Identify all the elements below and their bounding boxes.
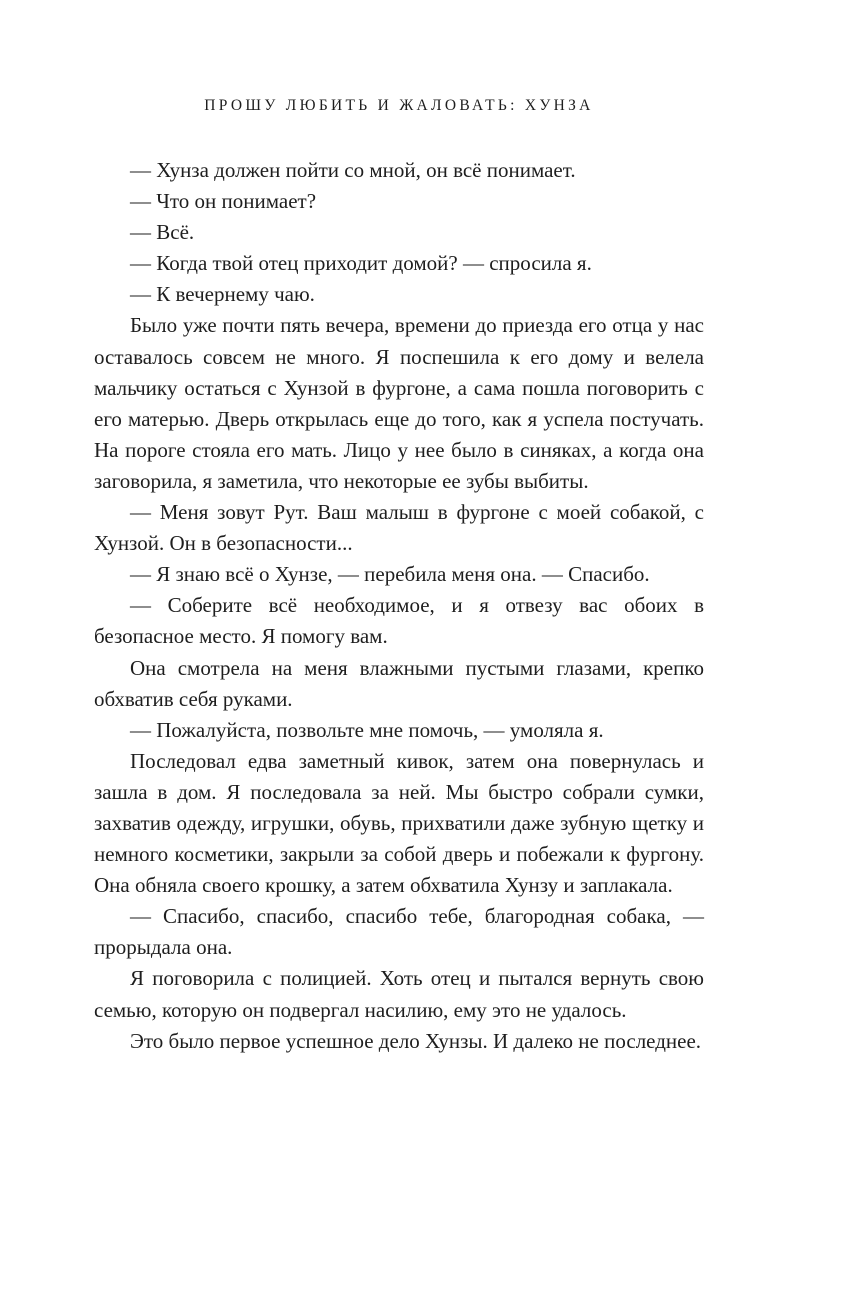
paragraph-10: Она смотрела на меня влажными пустыми глазами, крепко обхватив себя руками. [94, 655, 704, 711]
paragraph-1: — Хунза должен пойти со мной, он всё понимает. [130, 158, 576, 182]
paragraph-14: Я поговорила с полицией. Хоть отец и пытался вернуть свою семью, которую он подвергал насилию, ему это не удалось. [94, 966, 704, 1022]
paragraph-15: Это было первое успешное дело Хунзы. И далеко не последнее. [130, 1028, 702, 1053]
paragraph-7: — Меня зовут Рут. Ваш малыш в фургоне с моей собакой, с Хунзой. Он в безопасности... [94, 500, 704, 556]
paragraph-12: Последовал едва заметный кивок, затем она повернулась и зашла в дом. Я последовала за ней. Мы быстро собрали сумки, захватив одежду, игрушки, обувь, прихватили даже зубную щетку и немного косметики, закрыли за собой дверь и побежали к фургону. Она обняла своего крошку, а затем обхватила Хунзу и заплакала. [94, 748, 704, 898]
paragraph-6: Было уже почти пять вечера, времени до приезда его отца у нас оставалось совсем не много. Я поспешила к его дому и велела мальчику остаться с Хунзой в фургоне, а сама пошла поговорить с его матерью. Дверь открылась еще до того, как я успела постучать. На пороге стояла его мать. Лицо у нее было в синяках, а когда она заговорила, я заметила, что некоторые ее зубы выбиты. [94, 313, 704, 493]
paragraph-9: — Соберите всё необходимое, и я отвезу вас обоих в безопасное место. Я помогу вам. [94, 593, 704, 649]
paragraph-2: — Что он понимает? [130, 189, 317, 214]
running-head: ПРОШУ ЛЮБИТЬ И ЖАЛОВАТЬ: ХУНЗА [204, 97, 594, 114]
paragraph-4: — Когда твой отец приходит домой? — спросила я. [130, 251, 592, 276]
body-text [94, 155, 704, 1057]
paragraph-13: — Спасибо, спасибо, спасибо тебе, благородная собака, — прорыдала она. [94, 904, 704, 960]
paragraph-3: — Всё. [130, 220, 195, 245]
paragraph-8: — Я знаю всё о Хунзе, — перебила меня она. — Спасибо. [130, 562, 650, 587]
paragraph-11: — Пожалуйста, позвольте мне помочь, — умоляла я. [130, 717, 604, 742]
paragraph-5: — К вечернему чаю. [130, 282, 315, 307]
book-page [94, 0, 704, 1299]
